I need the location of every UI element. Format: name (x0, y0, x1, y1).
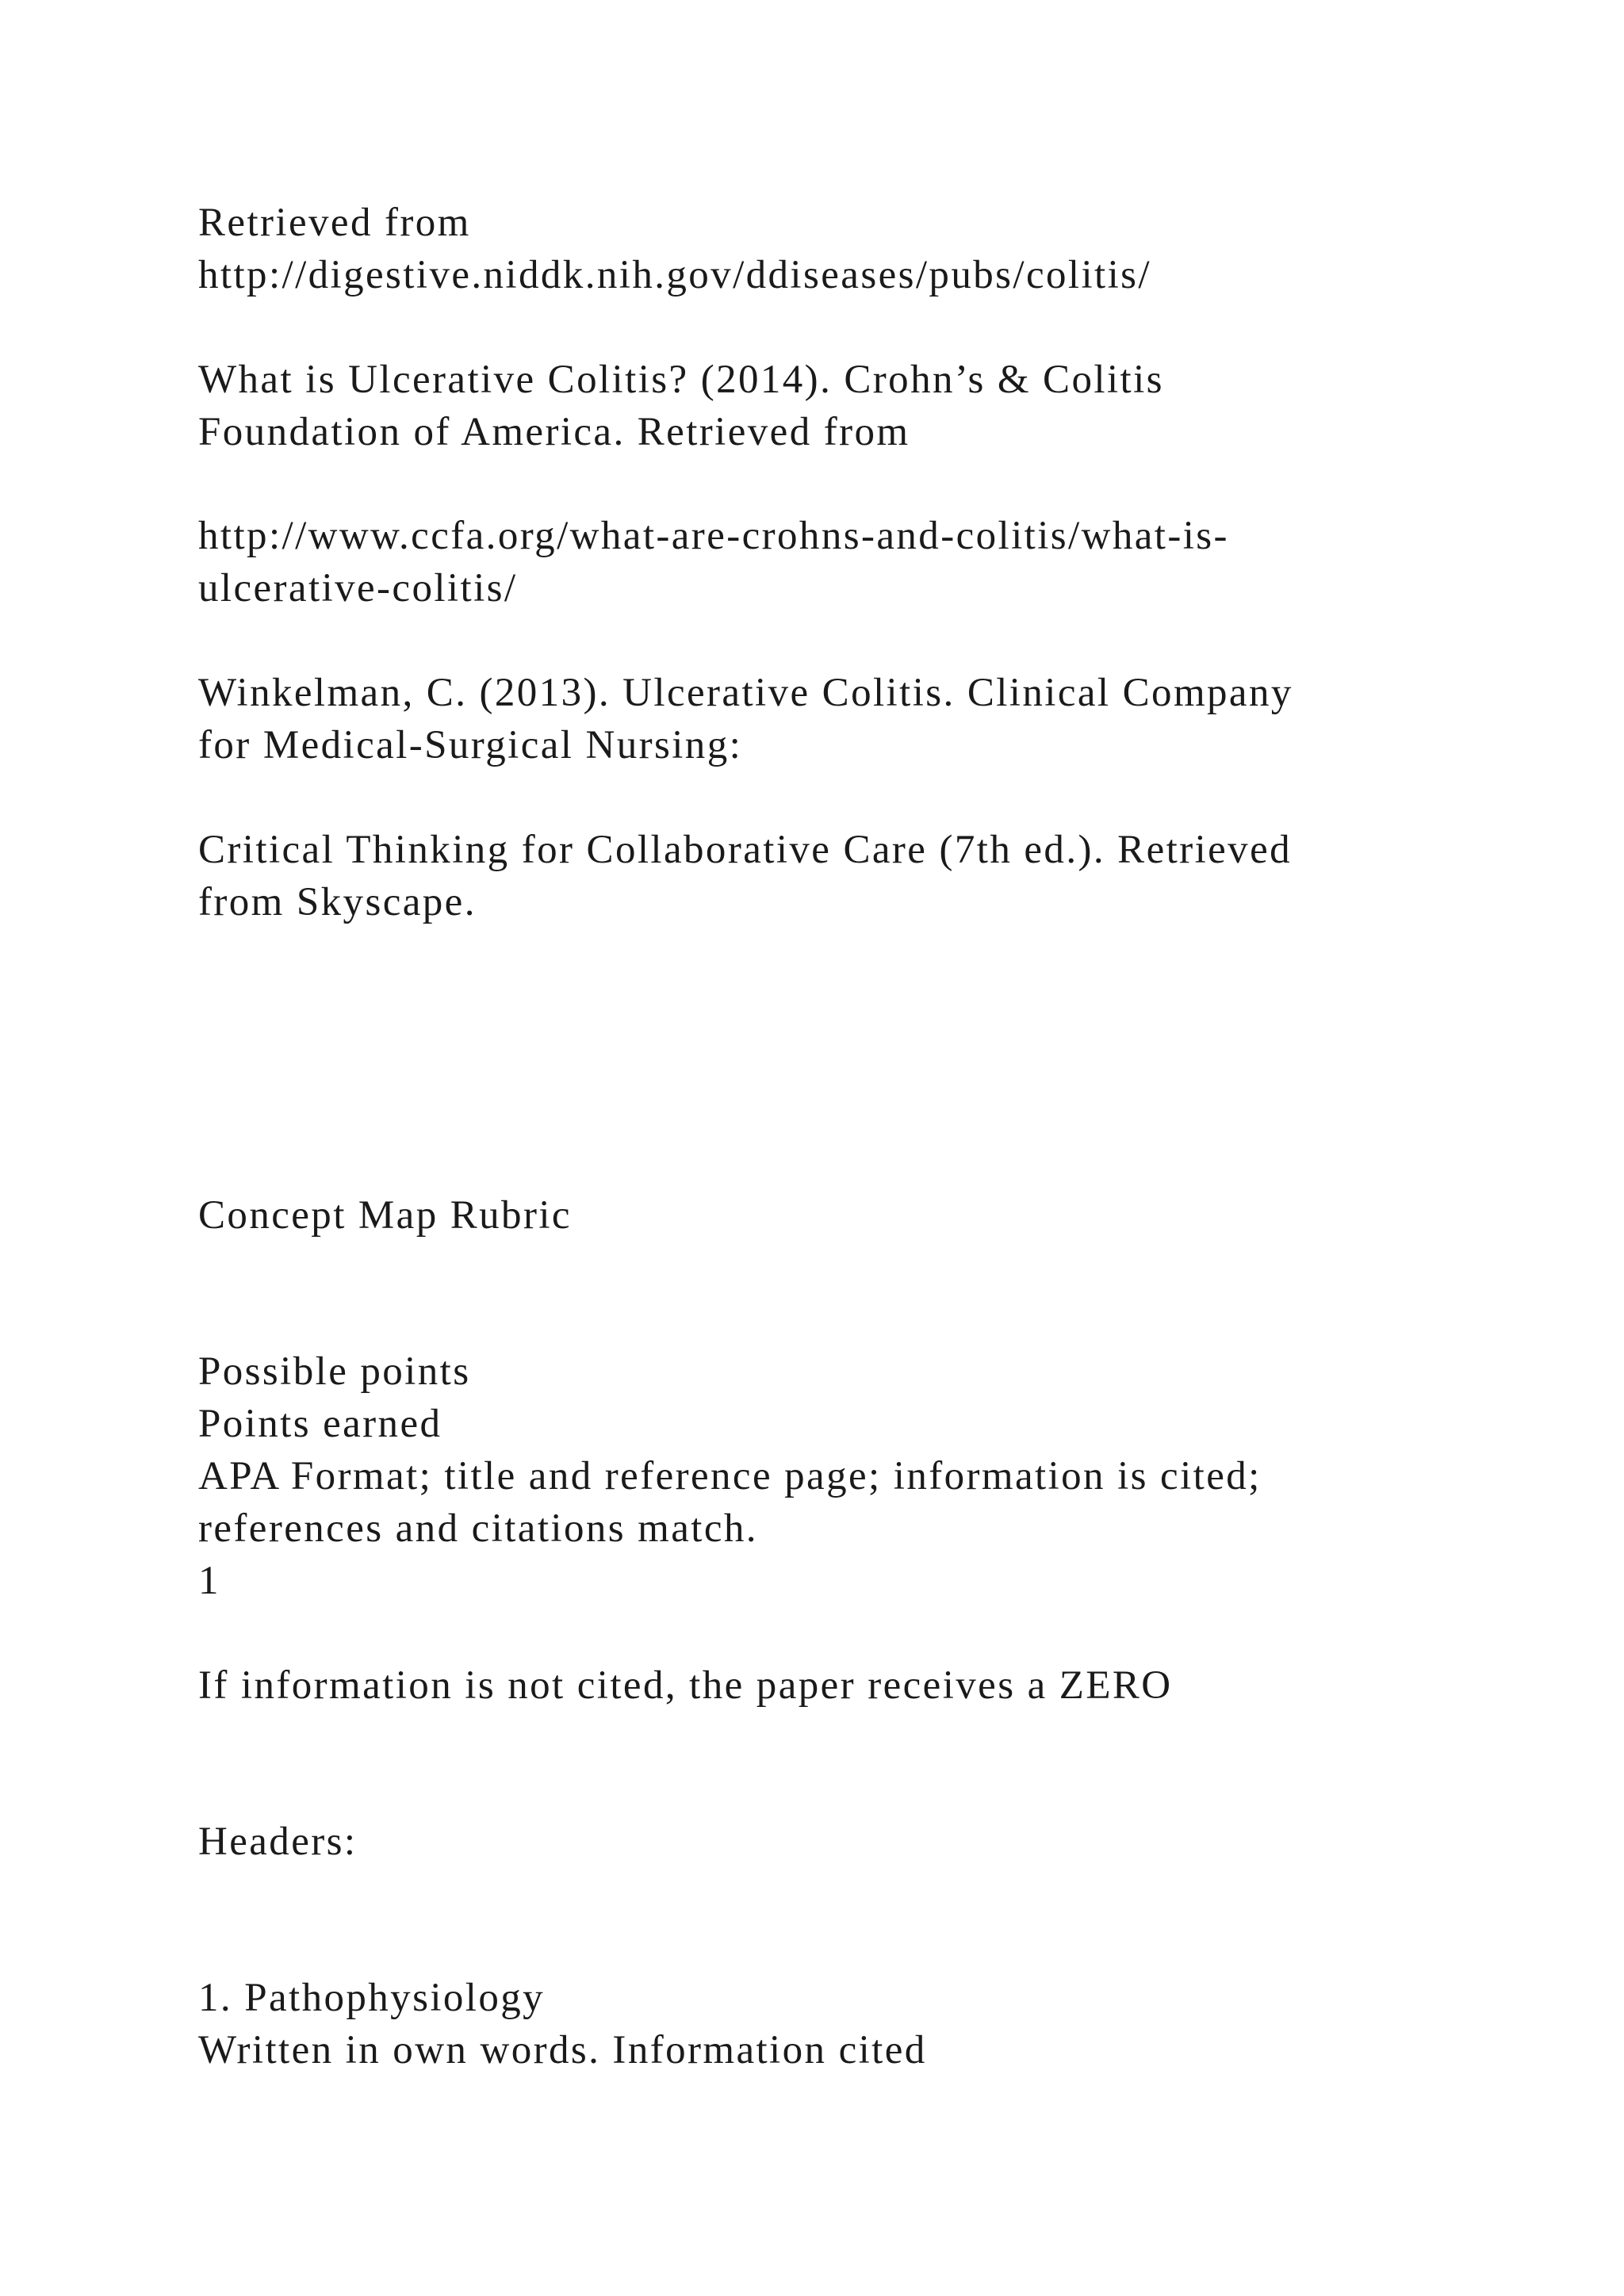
rubric-item-pathophysiology-description: Written in own words. Information cited (198, 2028, 927, 2072)
reference-ccfa-line-2: Foundation of America. Retrieved from (198, 410, 910, 454)
reference-retrieved-label: Retrieved from (198, 201, 471, 245)
reference-niddk-url: http://digestive.niddk.nih.gov/ddiseases/pubs/colitis/ (198, 253, 1151, 297)
reference-winkelman-line-3: Critical Thinking for Collaborative Care (7th ed.). Retrieved (198, 828, 1293, 872)
reference-ccfa-line-1: What is Ulcerative Colitis? (2014). Crohn’s & Colitis (198, 358, 1164, 402)
rubric-apa-points: 1 (198, 1559, 220, 1603)
rubric-apa-criterion-line-1: APA Format; title and reference page; information is cited; (198, 1454, 1262, 1498)
reference-ccfa-url-line-1: http://www.ccfa.org/what-are-crohns-and-colitis/what-is- (198, 514, 1229, 558)
reference-winkelman-line-2: for Medical-Surgical Nursing: (198, 723, 743, 767)
rubric-zero-note: If information is not cited, the paper receives a ZERO (198, 1663, 1173, 1708)
rubric-item-pathophysiology-title: 1. Pathophysiology (198, 1976, 546, 2020)
rubric-headers-label: Headers: (198, 1820, 358, 1864)
reference-ccfa-url-line-2: ulcerative-colitis/ (198, 566, 518, 610)
rubric-title: Concept Map Rubric (198, 1193, 572, 1238)
rubric-column-possible-points: Possible points (198, 1349, 471, 1394)
reference-winkelman-line-1: Winkelman, C. (2013). Ulcerative Colitis. Clinical Company (198, 671, 1293, 715)
rubric-apa-criterion-line-2: references and citations match. (198, 1506, 758, 1551)
reference-winkelman-line-4: from Skyscape. (198, 880, 477, 924)
rubric-column-points-earned: Points earned (198, 1402, 442, 1446)
